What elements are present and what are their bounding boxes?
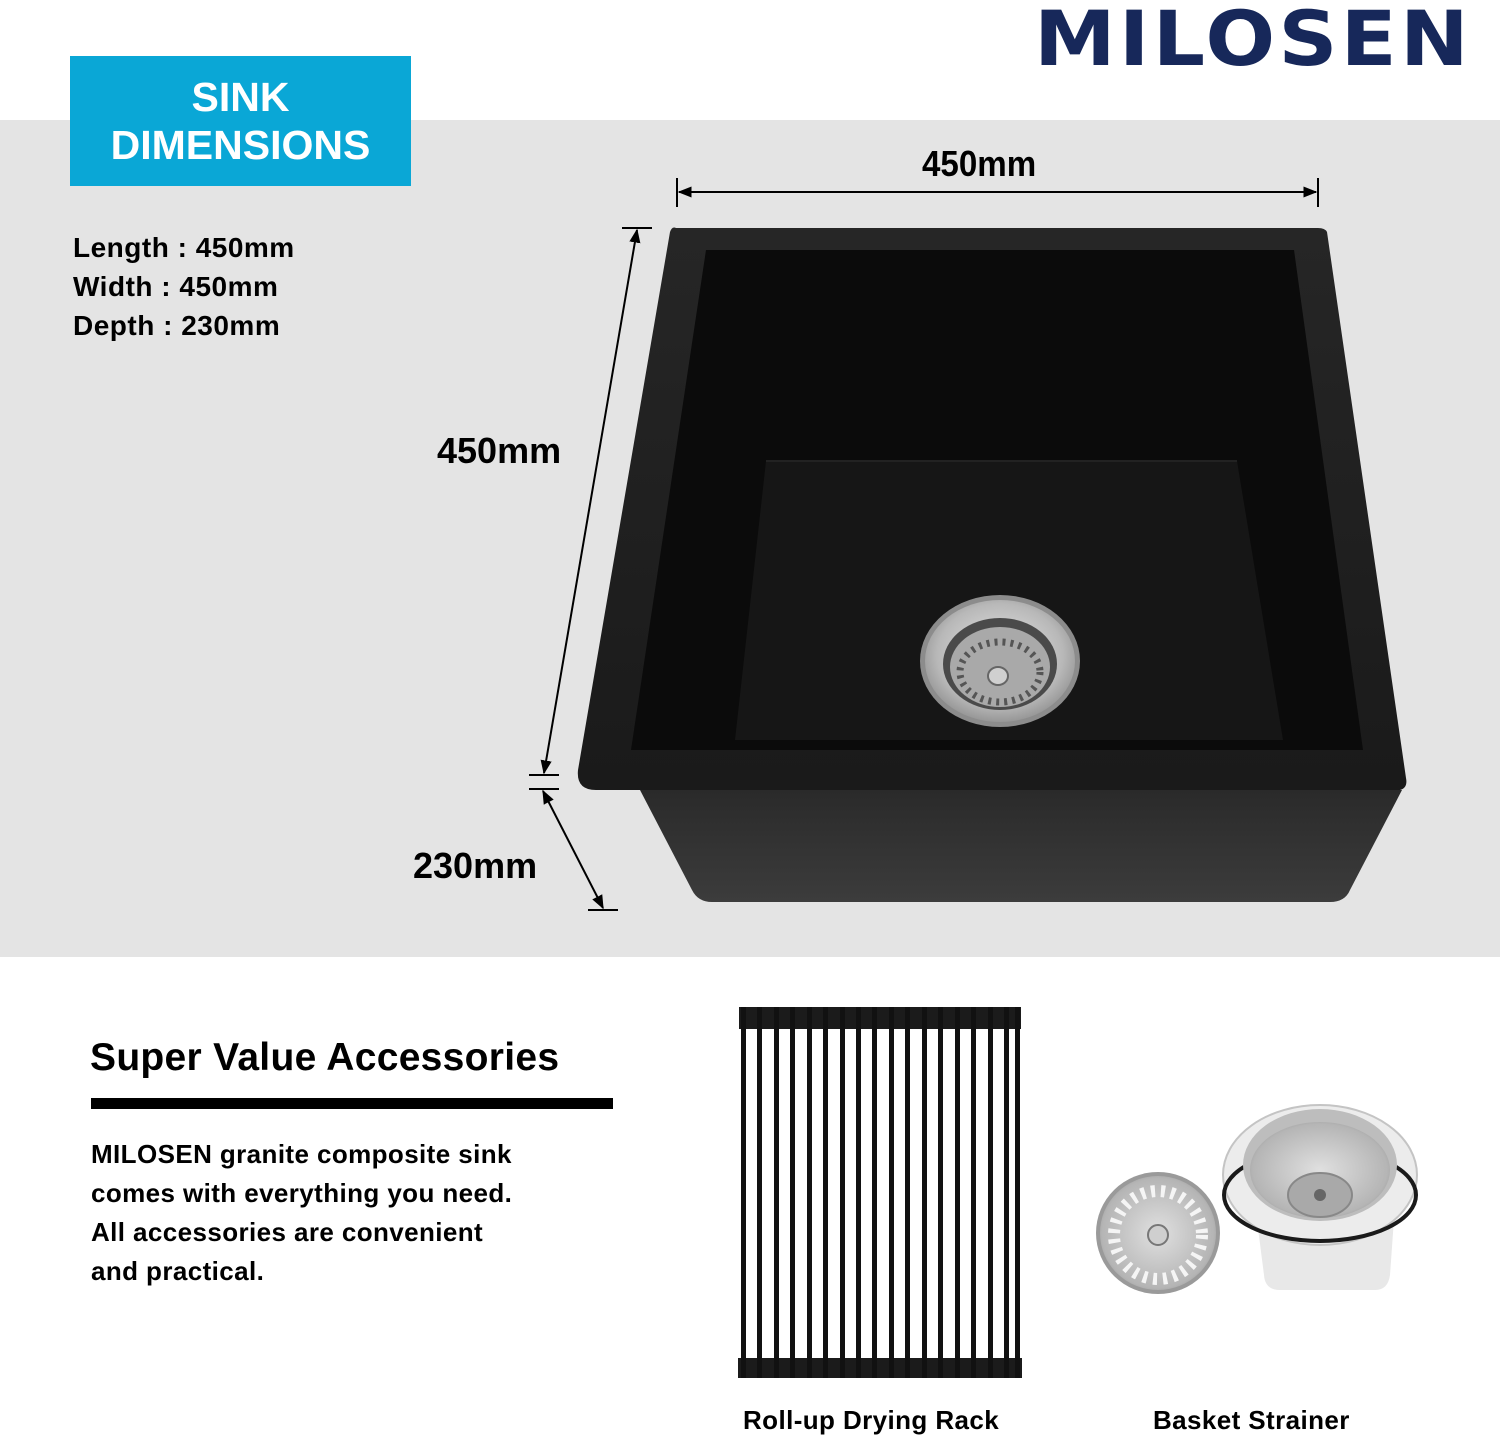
description-line: and practical. xyxy=(91,1256,265,1286)
brand-logo: MILOSEN xyxy=(1034,0,1472,83)
accessories-divider xyxy=(91,1098,613,1109)
drying-rack-icon xyxy=(736,1005,1024,1380)
basket-strainer-icon xyxy=(1090,1085,1430,1305)
sink-body xyxy=(640,790,1402,902)
depth-dimension-label: 230mm xyxy=(413,845,538,886)
accessories-title: Super Value Accessories xyxy=(90,1036,560,1079)
length-dimension-label: 450mm xyxy=(437,430,562,471)
accessories-description xyxy=(91,1135,571,1291)
width-dimension-label: 450mm xyxy=(922,143,1037,184)
description-line: MILOSEN granite composite sink xyxy=(91,1139,512,1169)
depth-dimension-line xyxy=(529,789,618,910)
spec-length: Length : 450mm xyxy=(73,232,295,263)
drain-strainer-icon xyxy=(920,595,1080,727)
description-line: All accessories are convenient xyxy=(91,1217,484,1247)
spec-depth: Depth : 230mm xyxy=(73,310,281,341)
badge-line-2: DIMENSIONS xyxy=(110,122,371,168)
badge-line-1: SINK xyxy=(191,74,290,120)
drying-rack-caption: Roll-up Drying Rack xyxy=(743,1405,1000,1435)
description-line: comes with everything you need. xyxy=(91,1178,513,1208)
spec-width: Width : 450mm xyxy=(73,271,279,302)
basket-strainer-caption: Basket Strainer xyxy=(1153,1405,1350,1435)
